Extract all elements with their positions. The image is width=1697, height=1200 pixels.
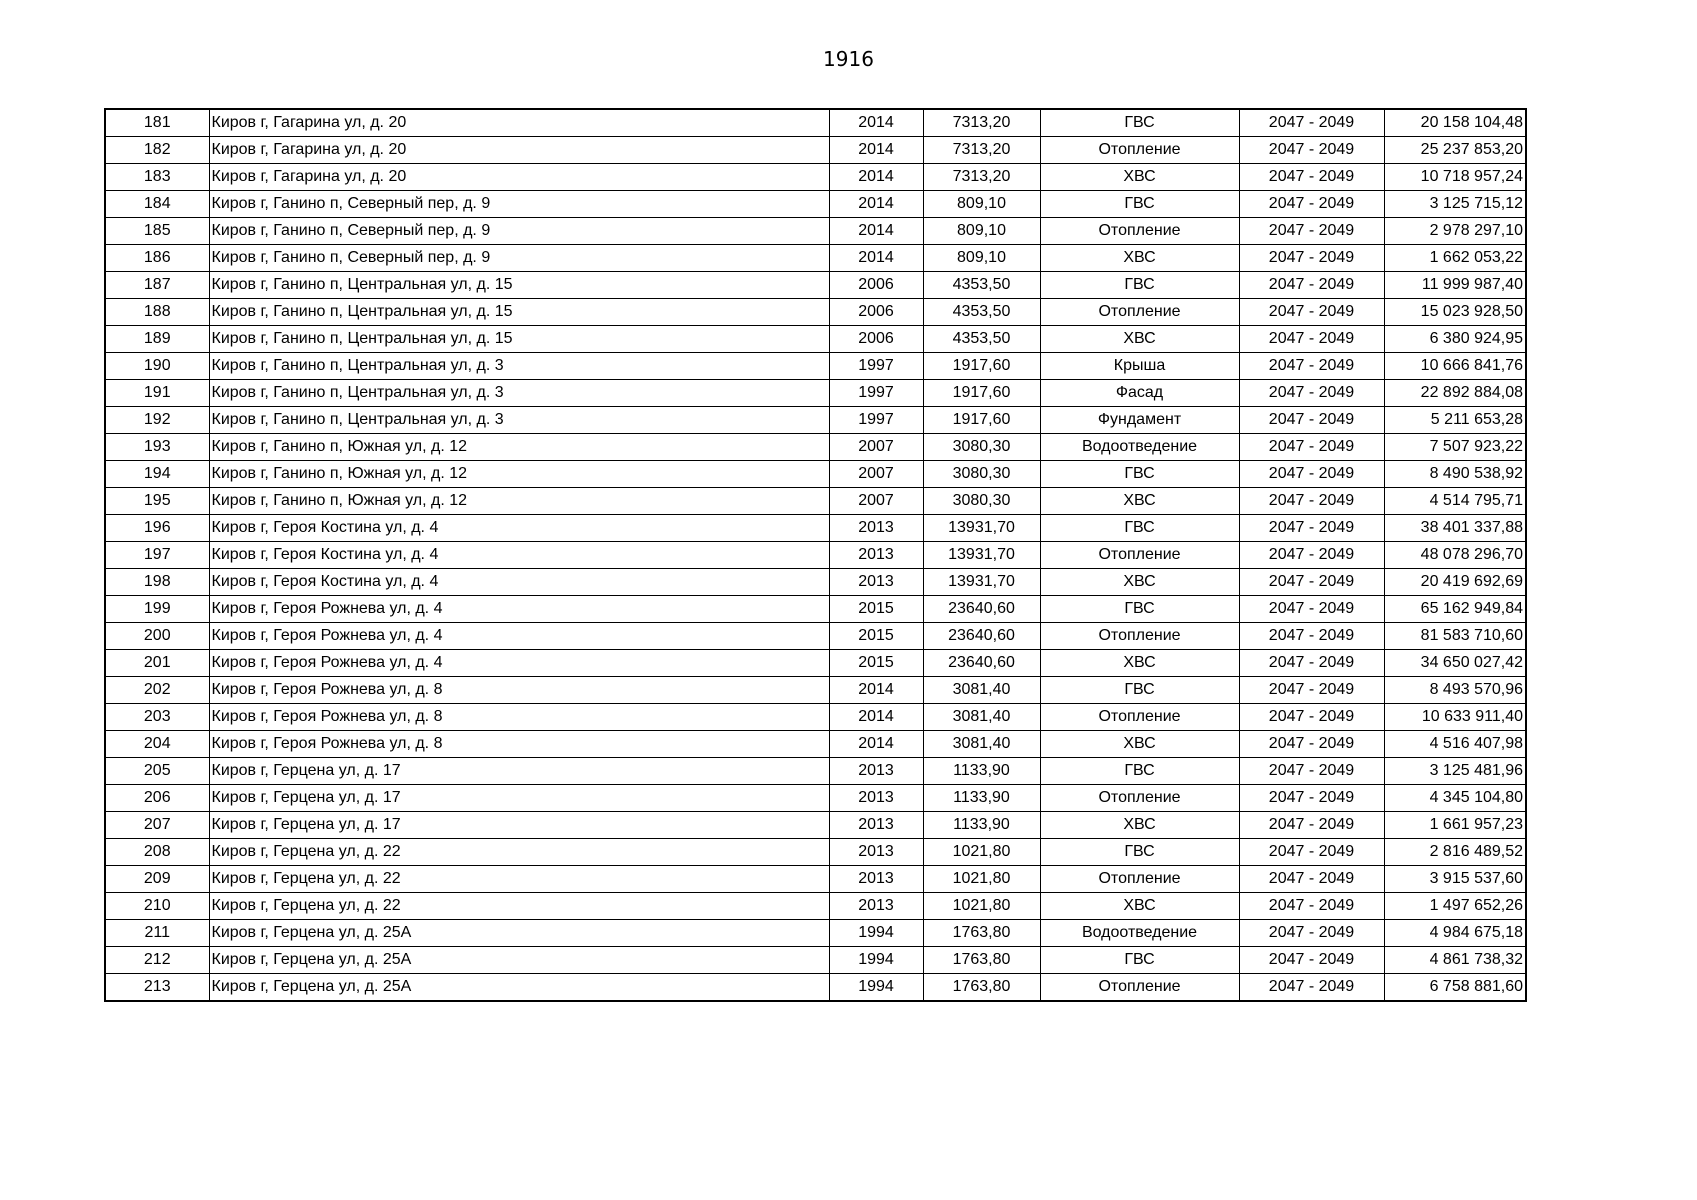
work-type-cell: Отопление <box>1040 542 1239 569</box>
address-cell: Киров г, Героя Костина ул, д. 4 <box>209 569 829 596</box>
address-cell: Киров г, Героя Костина ул, д. 4 <box>209 542 829 569</box>
table-row <box>105 353 1526 380</box>
address-cell: Киров г, Ганино п, Северный пер, д. 9 <box>209 218 829 245</box>
period-cell: 2047 - 2049 <box>1239 974 1384 1002</box>
repair-schedule-table <box>104 108 1527 1002</box>
area-cell: 4353,50 <box>923 272 1040 299</box>
row-number-cell: 192 <box>105 407 209 434</box>
year-cell: 2013 <box>829 866 923 893</box>
work-type-cell: ГВС <box>1040 947 1239 974</box>
cost-cell: 3 125 481,96 <box>1384 758 1526 785</box>
table-row <box>105 758 1526 785</box>
cost-cell: 25 237 853,20 <box>1384 137 1526 164</box>
area-cell: 7313,20 <box>923 109 1040 137</box>
period-cell: 2047 - 2049 <box>1239 326 1384 353</box>
row-number-cell: 212 <box>105 947 209 974</box>
cost-cell: 20 158 104,48 <box>1384 109 1526 137</box>
table-row <box>105 488 1526 515</box>
work-type-cell: Отопление <box>1040 218 1239 245</box>
cost-cell: 11 999 987,40 <box>1384 272 1526 299</box>
period-cell: 2047 - 2049 <box>1239 164 1384 191</box>
table-row <box>105 569 1526 596</box>
area-cell: 1763,80 <box>923 947 1040 974</box>
cost-cell: 5 211 653,28 <box>1384 407 1526 434</box>
table-row <box>105 839 1526 866</box>
work-type-cell: Отопление <box>1040 866 1239 893</box>
area-cell: 1133,90 <box>923 812 1040 839</box>
year-cell: 2013 <box>829 893 923 920</box>
cost-cell: 48 078 296,70 <box>1384 542 1526 569</box>
cost-cell: 1 497 652,26 <box>1384 893 1526 920</box>
table-row <box>105 109 1526 137</box>
row-number-cell: 197 <box>105 542 209 569</box>
table-row <box>105 677 1526 704</box>
row-number-cell: 184 <box>105 191 209 218</box>
table-row <box>105 218 1526 245</box>
address-cell: Киров г, Ганино п, Центральная ул, д. 15 <box>209 272 829 299</box>
work-type-cell: Фасад <box>1040 380 1239 407</box>
year-cell: 2007 <box>829 461 923 488</box>
work-type-cell: ГВС <box>1040 515 1239 542</box>
area-cell: 1763,80 <box>923 974 1040 1002</box>
row-number-cell: 208 <box>105 839 209 866</box>
address-cell: Киров г, Ганино п, Центральная ул, д. 3 <box>209 353 829 380</box>
cost-cell: 1 661 957,23 <box>1384 812 1526 839</box>
table-row <box>105 380 1526 407</box>
year-cell: 2013 <box>829 812 923 839</box>
period-cell: 2047 - 2049 <box>1239 353 1384 380</box>
work-type-cell: Водоотведение <box>1040 434 1239 461</box>
row-number-cell: 189 <box>105 326 209 353</box>
table-row <box>105 893 1526 920</box>
row-number-cell: 190 <box>105 353 209 380</box>
row-number-cell: 185 <box>105 218 209 245</box>
work-type-cell: ГВС <box>1040 461 1239 488</box>
table-row <box>105 650 1526 677</box>
period-cell: 2047 - 2049 <box>1239 245 1384 272</box>
address-cell: Киров г, Ганино п, Северный пер, д. 9 <box>209 245 829 272</box>
address-cell: Киров г, Ганино п, Южная ул, д. 12 <box>209 461 829 488</box>
area-cell: 7313,20 <box>923 137 1040 164</box>
area-cell: 23640,60 <box>923 623 1040 650</box>
period-cell: 2047 - 2049 <box>1239 866 1384 893</box>
period-cell: 2047 - 2049 <box>1239 569 1384 596</box>
table-row <box>105 731 1526 758</box>
period-cell: 2047 - 2049 <box>1239 947 1384 974</box>
address-cell: Киров г, Ганино п, Центральная ул, д. 3 <box>209 407 829 434</box>
table-row <box>105 974 1526 1002</box>
address-cell: Киров г, Ганино п, Северный пер, д. 9 <box>209 191 829 218</box>
work-type-cell: Фундамент <box>1040 407 1239 434</box>
row-number-cell: 183 <box>105 164 209 191</box>
year-cell: 2006 <box>829 299 923 326</box>
area-cell: 809,10 <box>923 218 1040 245</box>
row-number-cell: 194 <box>105 461 209 488</box>
work-type-cell: ХВС <box>1040 893 1239 920</box>
work-type-cell: ХВС <box>1040 245 1239 272</box>
cost-cell: 4 514 795,71 <box>1384 488 1526 515</box>
address-cell: Киров г, Гагарина ул, д. 20 <box>209 164 829 191</box>
cost-cell: 65 162 949,84 <box>1384 596 1526 623</box>
work-type-cell: ХВС <box>1040 326 1239 353</box>
area-cell: 809,10 <box>923 191 1040 218</box>
table-row <box>105 515 1526 542</box>
year-cell: 1997 <box>829 407 923 434</box>
work-type-cell: Отопление <box>1040 704 1239 731</box>
area-cell: 809,10 <box>923 245 1040 272</box>
period-cell: 2047 - 2049 <box>1239 542 1384 569</box>
row-number-cell: 191 <box>105 380 209 407</box>
row-number-cell: 210 <box>105 893 209 920</box>
address-cell: Киров г, Героя Рожнева ул, д. 8 <box>209 731 829 758</box>
area-cell: 3080,30 <box>923 434 1040 461</box>
period-cell: 2047 - 2049 <box>1239 677 1384 704</box>
area-cell: 1917,60 <box>923 407 1040 434</box>
table-row <box>105 407 1526 434</box>
work-type-cell: ХВС <box>1040 731 1239 758</box>
address-cell: Киров г, Герцена ул, д. 22 <box>209 866 829 893</box>
period-cell: 2047 - 2049 <box>1239 731 1384 758</box>
table-row <box>105 434 1526 461</box>
year-cell: 2015 <box>829 650 923 677</box>
area-cell: 3080,30 <box>923 461 1040 488</box>
row-number-cell: 203 <box>105 704 209 731</box>
address-cell: Киров г, Героя Костина ул, д. 4 <box>209 515 829 542</box>
table-row <box>105 245 1526 272</box>
address-cell: Киров г, Герцена ул, д. 22 <box>209 839 829 866</box>
work-type-cell: ГВС <box>1040 596 1239 623</box>
table-row <box>105 596 1526 623</box>
address-cell: Киров г, Герцена ул, д. 25А <box>209 920 829 947</box>
cost-cell: 20 419 692,69 <box>1384 569 1526 596</box>
year-cell: 1994 <box>829 920 923 947</box>
cost-cell: 10 633 911,40 <box>1384 704 1526 731</box>
work-type-cell: ХВС <box>1040 569 1239 596</box>
row-number-cell: 200 <box>105 623 209 650</box>
cost-cell: 6 380 924,95 <box>1384 326 1526 353</box>
period-cell: 2047 - 2049 <box>1239 434 1384 461</box>
address-cell: Киров г, Герцена ул, д. 22 <box>209 893 829 920</box>
area-cell: 1917,60 <box>923 353 1040 380</box>
address-cell: Киров г, Героя Рожнева ул, д. 4 <box>209 596 829 623</box>
year-cell: 2007 <box>829 434 923 461</box>
period-cell: 2047 - 2049 <box>1239 704 1384 731</box>
row-number-cell: 193 <box>105 434 209 461</box>
row-number-cell: 202 <box>105 677 209 704</box>
address-cell: Киров г, Герцена ул, д. 25А <box>209 974 829 1002</box>
table-row <box>105 137 1526 164</box>
cost-cell: 2 816 489,52 <box>1384 839 1526 866</box>
work-type-cell: ХВС <box>1040 164 1239 191</box>
period-cell: 2047 - 2049 <box>1239 920 1384 947</box>
area-cell: 23640,60 <box>923 650 1040 677</box>
year-cell: 2014 <box>829 164 923 191</box>
area-cell: 7313,20 <box>923 164 1040 191</box>
table-row <box>105 866 1526 893</box>
period-cell: 2047 - 2049 <box>1239 137 1384 164</box>
year-cell: 2014 <box>829 191 923 218</box>
area-cell: 1133,90 <box>923 758 1040 785</box>
row-number-cell: 204 <box>105 731 209 758</box>
address-cell: Киров г, Гагарина ул, д. 20 <box>209 109 829 137</box>
row-number-cell: 207 <box>105 812 209 839</box>
row-number-cell: 201 <box>105 650 209 677</box>
row-number-cell: 187 <box>105 272 209 299</box>
area-cell: 1021,80 <box>923 893 1040 920</box>
period-cell: 2047 - 2049 <box>1239 515 1384 542</box>
address-cell: Киров г, Ганино п, Южная ул, д. 12 <box>209 488 829 515</box>
work-type-cell: ХВС <box>1040 488 1239 515</box>
address-cell: Киров г, Герцена ул, д. 17 <box>209 758 829 785</box>
year-cell: 2013 <box>829 785 923 812</box>
area-cell: 13931,70 <box>923 569 1040 596</box>
cost-cell: 7 507 923,22 <box>1384 434 1526 461</box>
work-type-cell: Отопление <box>1040 299 1239 326</box>
page-number: 1916 <box>823 47 874 71</box>
address-cell: Киров г, Ганино п, Центральная ул, д. 3 <box>209 380 829 407</box>
period-cell: 2047 - 2049 <box>1239 596 1384 623</box>
cost-cell: 2 978 297,10 <box>1384 218 1526 245</box>
area-cell: 13931,70 <box>923 542 1040 569</box>
year-cell: 2014 <box>829 704 923 731</box>
cost-cell: 10 666 841,76 <box>1384 353 1526 380</box>
work-type-cell: Отопление <box>1040 974 1239 1002</box>
period-cell: 2047 - 2049 <box>1239 758 1384 785</box>
cost-cell: 8 493 570,96 <box>1384 677 1526 704</box>
address-cell: Киров г, Герцена ул, д. 17 <box>209 812 829 839</box>
work-type-cell: ГВС <box>1040 191 1239 218</box>
year-cell: 2007 <box>829 488 923 515</box>
row-number-cell: 182 <box>105 137 209 164</box>
work-type-cell: ГВС <box>1040 677 1239 704</box>
table-row <box>105 542 1526 569</box>
year-cell: 2014 <box>829 677 923 704</box>
year-cell: 1994 <box>829 947 923 974</box>
table-row <box>105 461 1526 488</box>
row-number-cell: 196 <box>105 515 209 542</box>
period-cell: 2047 - 2049 <box>1239 812 1384 839</box>
row-number-cell: 199 <box>105 596 209 623</box>
year-cell: 2013 <box>829 515 923 542</box>
work-type-cell: Отопление <box>1040 785 1239 812</box>
table-row <box>105 191 1526 218</box>
cost-cell: 81 583 710,60 <box>1384 623 1526 650</box>
work-type-cell: ХВС <box>1040 812 1239 839</box>
table-row <box>105 947 1526 974</box>
row-number-cell: 188 <box>105 299 209 326</box>
area-cell: 3081,40 <box>923 731 1040 758</box>
table-row <box>105 272 1526 299</box>
area-cell: 13931,70 <box>923 515 1040 542</box>
year-cell: 1994 <box>829 974 923 1002</box>
year-cell: 2014 <box>829 109 923 137</box>
work-type-cell: Отопление <box>1040 623 1239 650</box>
area-cell: 3081,40 <box>923 704 1040 731</box>
table-row <box>105 920 1526 947</box>
table-row <box>105 299 1526 326</box>
year-cell: 2014 <box>829 245 923 272</box>
cost-cell: 4 516 407,98 <box>1384 731 1526 758</box>
cost-cell: 4 345 104,80 <box>1384 785 1526 812</box>
table-body <box>105 109 1526 1001</box>
work-type-cell: ГВС <box>1040 839 1239 866</box>
area-cell: 1021,80 <box>923 866 1040 893</box>
period-cell: 2047 - 2049 <box>1239 380 1384 407</box>
area-cell: 3081,40 <box>923 677 1040 704</box>
cost-cell: 6 758 881,60 <box>1384 974 1526 1002</box>
year-cell: 2006 <box>829 272 923 299</box>
cost-cell: 38 401 337,88 <box>1384 515 1526 542</box>
area-cell: 4353,50 <box>923 299 1040 326</box>
work-type-cell: Отопление <box>1040 137 1239 164</box>
work-type-cell: Водоотведение <box>1040 920 1239 947</box>
year-cell: 2013 <box>829 758 923 785</box>
cost-cell: 1 662 053,22 <box>1384 245 1526 272</box>
cost-cell: 15 023 928,50 <box>1384 299 1526 326</box>
work-type-cell: ГВС <box>1040 758 1239 785</box>
cost-cell: 4 861 738,32 <box>1384 947 1526 974</box>
cost-cell: 8 490 538,92 <box>1384 461 1526 488</box>
year-cell: 2014 <box>829 137 923 164</box>
row-number-cell: 195 <box>105 488 209 515</box>
cost-cell: 4 984 675,18 <box>1384 920 1526 947</box>
work-type-cell: ХВС <box>1040 650 1239 677</box>
row-number-cell: 181 <box>105 109 209 137</box>
period-cell: 2047 - 2049 <box>1239 839 1384 866</box>
row-number-cell: 211 <box>105 920 209 947</box>
address-cell: Киров г, Ганино п, Южная ул, д. 12 <box>209 434 829 461</box>
row-number-cell: 186 <box>105 245 209 272</box>
table-row <box>105 704 1526 731</box>
row-number-cell: 206 <box>105 785 209 812</box>
address-cell: Киров г, Герцена ул, д. 17 <box>209 785 829 812</box>
period-cell: 2047 - 2049 <box>1239 407 1384 434</box>
row-number-cell: 209 <box>105 866 209 893</box>
table-row <box>105 326 1526 353</box>
period-cell: 2047 - 2049 <box>1239 272 1384 299</box>
address-cell: Киров г, Героя Рожнева ул, д. 8 <box>209 677 829 704</box>
year-cell: 2006 <box>829 326 923 353</box>
period-cell: 2047 - 2049 <box>1239 785 1384 812</box>
year-cell: 2015 <box>829 623 923 650</box>
cost-cell: 22 892 884,08 <box>1384 380 1526 407</box>
cost-cell: 3 125 715,12 <box>1384 191 1526 218</box>
year-cell: 2013 <box>829 839 923 866</box>
area-cell: 1763,80 <box>923 920 1040 947</box>
year-cell: 1997 <box>829 380 923 407</box>
period-cell: 2047 - 2049 <box>1239 488 1384 515</box>
address-cell: Киров г, Ганино п, Центральная ул, д. 15 <box>209 326 829 353</box>
address-cell: Киров г, Героя Рожнева ул, д. 8 <box>209 704 829 731</box>
address-cell: Киров г, Героя Рожнева ул, д. 4 <box>209 623 829 650</box>
work-type-cell: ГВС <box>1040 109 1239 137</box>
area-cell: 1133,90 <box>923 785 1040 812</box>
work-type-cell: ГВС <box>1040 272 1239 299</box>
period-cell: 2047 - 2049 <box>1239 461 1384 488</box>
period-cell: 2047 - 2049 <box>1239 218 1384 245</box>
period-cell: 2047 - 2049 <box>1239 109 1384 137</box>
period-cell: 2047 - 2049 <box>1239 650 1384 677</box>
address-cell: Киров г, Герцена ул, д. 25А <box>209 947 829 974</box>
table-row <box>105 785 1526 812</box>
table-row <box>105 623 1526 650</box>
row-number-cell: 213 <box>105 974 209 1002</box>
area-cell: 4353,50 <box>923 326 1040 353</box>
address-cell: Киров г, Гагарина ул, д. 20 <box>209 137 829 164</box>
period-cell: 2047 - 2049 <box>1239 299 1384 326</box>
row-number-cell: 205 <box>105 758 209 785</box>
cost-cell: 34 650 027,42 <box>1384 650 1526 677</box>
cost-cell: 10 718 957,24 <box>1384 164 1526 191</box>
cost-cell: 3 915 537,60 <box>1384 866 1526 893</box>
year-cell: 1997 <box>829 353 923 380</box>
year-cell: 2014 <box>829 218 923 245</box>
year-cell: 2013 <box>829 542 923 569</box>
year-cell: 2015 <box>829 596 923 623</box>
address-cell: Киров г, Героя Рожнева ул, д. 4 <box>209 650 829 677</box>
period-cell: 2047 - 2049 <box>1239 893 1384 920</box>
table-row <box>105 812 1526 839</box>
row-number-cell: 198 <box>105 569 209 596</box>
year-cell: 2013 <box>829 569 923 596</box>
area-cell: 1917,60 <box>923 380 1040 407</box>
table-row <box>105 164 1526 191</box>
area-cell: 23640,60 <box>923 596 1040 623</box>
area-cell: 1021,80 <box>923 839 1040 866</box>
address-cell: Киров г, Ганино п, Центральная ул, д. 15 <box>209 299 829 326</box>
work-type-cell: Крыша <box>1040 353 1239 380</box>
area-cell: 3080,30 <box>923 488 1040 515</box>
period-cell: 2047 - 2049 <box>1239 623 1384 650</box>
year-cell: 2014 <box>829 731 923 758</box>
period-cell: 2047 - 2049 <box>1239 191 1384 218</box>
